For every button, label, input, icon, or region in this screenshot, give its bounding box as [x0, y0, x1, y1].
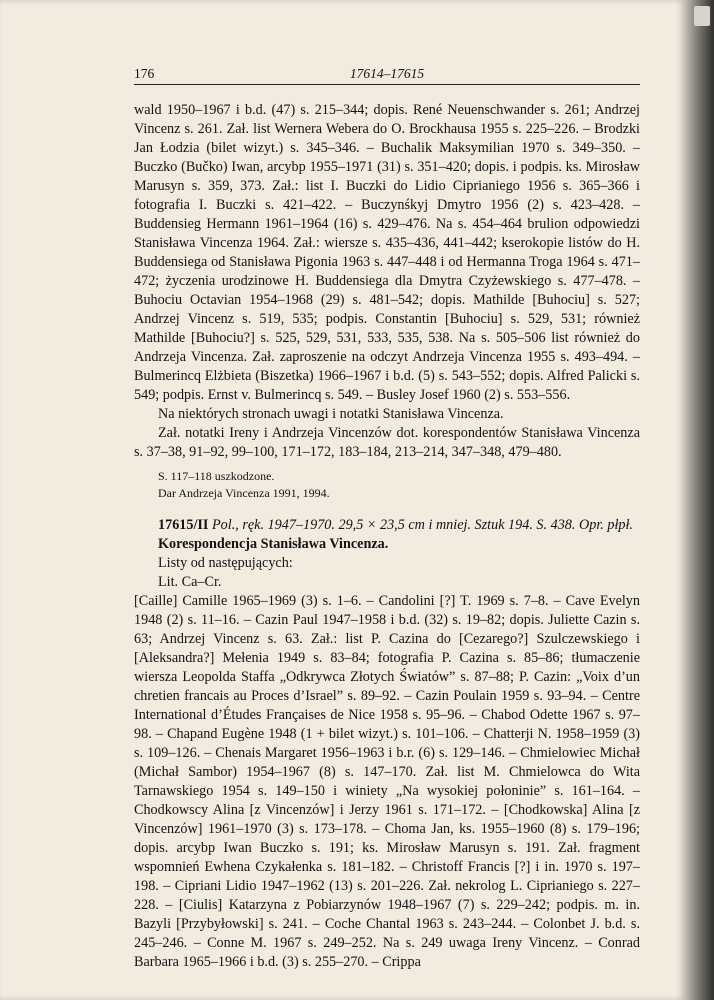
entry-lead: Listy od następujących:: [158, 555, 293, 571]
condition-note: S. 117–118 uszkodzone.: [158, 469, 275, 483]
provenance-note: Dar Andrzeja Vincenza 1991, 1994.: [158, 486, 330, 500]
running-head: 17614–17615: [349, 66, 425, 81]
page-number: 176: [134, 66, 155, 81]
entry-heading: [134, 516, 640, 535]
page-edge-marker: [694, 6, 710, 26]
entry-note: Zał. notatki Ireny i Andrzeja Vincenzów dot. korespondentów Stanisława Vincenza s. 37–38, 91–92, 99–100, 171–172, 183–184, 213–214, 347–348, 479–480.: [134, 425, 640, 460]
entry-section: Lit. Ca–Cr.: [158, 574, 222, 590]
entry-title: Korespondencja Stanisława Vincenza.: [158, 536, 389, 552]
entry-continuation-paragraph: wald 1950–1967 i b.d. (47) s. 215–344; dopis. René Neuenschwander s. 261; Andrzej Vincenz s. 261. Zał. list Wernera Webera do O. Brockhausa 1955 s. 225–226. – Brodzki Jan Łodzia (bilet wizyt.) s. 345–346. – Buchalik Maksymilian 1970 s. 349–350. – Buczko (Bučko) Iwan, arcybp 1955–1971 (31) s. 351–420; dopis. i podpis. ks. Mirosław Marusyn s. 359, 373. Zał.: list I. Buczki do Lidio Ciprianiego 1956 s. 365–366 i fotografia I. Buczki s. 421–422. – Buczynśkyj Dmytro 1956 (2) s. 423–428. – Buddensieg Hermann 1961–1964 (16) s. 429–476. Na s. 454–464 brulion odpowiedzi Stanisława Vincenza 1964. Zał.: wiersze s. 435–436, 441–442; kserokopie listów do H. Buddensiega od Stanisława Pigonia 1963 s. 447–448 i od Hermanna Troga 1964 s. 471–472; życzenia urodzinowe H. Buddensiega dla Dmytra Czyżewskiego s. 477–478. – Buhociu Octavian 1954–1968 (29) s. 481–542; dopis. Mathilde [Buhociu] s. 527; Andrzej Vincenz s. 519, 535; podpis. Constantin [Buhociu] s. 529, 531; również Mathilde [Buhociu?] s. 525, 529, 531, 533, 535, 538. Na s. 505–506 list również do Andrzeja Vincenza. Zał. zaproszenie na odczyt Andrzeja Vincenza 1955 s. 493–494. – Bulmerincq Elżbieta (Biszetka) 1966–1967 i b.d. (5) s. 543–552; dopis. Alfred Palicki s. 549; podpis. Ernst v. Bulmerincq s. 549. – Busley Josef 1960 (2) s. 553–556.: [134, 102, 640, 403]
entry-signature: 17615/II: [158, 517, 209, 533]
page-edge: [684, 0, 714, 1000]
page-header: [134, 66, 640, 85]
entry-note: Na niektórych stronach uwagi i notatki Stanisława Vincenza.: [158, 406, 504, 422]
catalog-entry: [134, 516, 640, 972]
entry-physical-description: Pol., ręk. 1947–1970. 29,5 × 23,5 cm i mniej. Sztuk 194. S. 438. Opr. płpł.: [212, 517, 633, 533]
entry-correspondents-paragraph: [Caille] Camille 1965–1969 (3) s. 1–6. – Candolini [?] T. 1969 s. 7–8. – Cave Evelyn 1948 (2) s. 11–16. – Cazin Paul 1947–1958 i b.d. (32) s. 19–82; dopis. Juliette Cazin s. 63; Andrzej Vincenz s. 63. Zał.: list P. Cazina do [Cezarego?] Szulczewskiego i [Aleksandra?] Mełenia 1949 s. 83–84; fotografia P. Cazina s. 85–86; tłumaczenie wiersza Leopolda Staffa „Odkrywca Złotych Światów” s. 87–88; P. Cazin: „Voix d’un chretien francais au Proces d’Israel” s. 89–92. – Cazin Poulain 1959 s. 93–94. – Centre International d’Études Françaises de Nice 1958 s. 95–96. – Chabod Odette 1967 s. 97–98. – Chapand Eugène 1948 (1 + bilet wizyt.) s. 101–106. – Chatterji N. 1958–1959 (3) s. 109–126. – Chenais Margaret 1956–1963 i b.r. (6) s. 129–146. – Chmielowiec Michał (Michał Sambor) 1954–1967 (8) s. 147–170. Zał. list M. Chmielowca do Wita Tarnawskiego 1954 s. 149–150 i winiety „Na wysokiej połoninie” s. 161–164. – Chodkowscy Alina [z Vincenzów] i Jerzy 1961 s. 171–172. – [Chodkowska] Alina [z Vincenzów] 1961–1970 (3) s. 173–178. – Choma Jan, ks. 1955–1960 (8) s. 179–196; dopis. arcybp Iwan Buczko s. 191; ks. Mirosław Marusyn s. 191. Zał. fragment wspomnień Ewhena Czykałenka s. 181–182. – Christoff Francis [?] i in. 1970 s. 197–198. – Cipriani Lidio 1947–1962 (13) s. 201–226. Zał. nekrolog L. Ciprianiego s. 227–228. – [Ciulis] Katarzyna z Pobiarzynów 1948–1967 (7) s. 229–242; podpis. m. in. Bazyli [Przybyłowski] s. 241. – Coche Chantal 1963 s. 243–244. – Colonbet J. b.d. s. 245–246. – Conne M. 1967 s. 249–252. Na s. 249 uwaga Ireny Vincenz. – Conrad Barbara 1965–1966 i b.d. (3) s. 255–270. – Crippa: [134, 593, 640, 970]
catalog-text: [134, 101, 640, 972]
